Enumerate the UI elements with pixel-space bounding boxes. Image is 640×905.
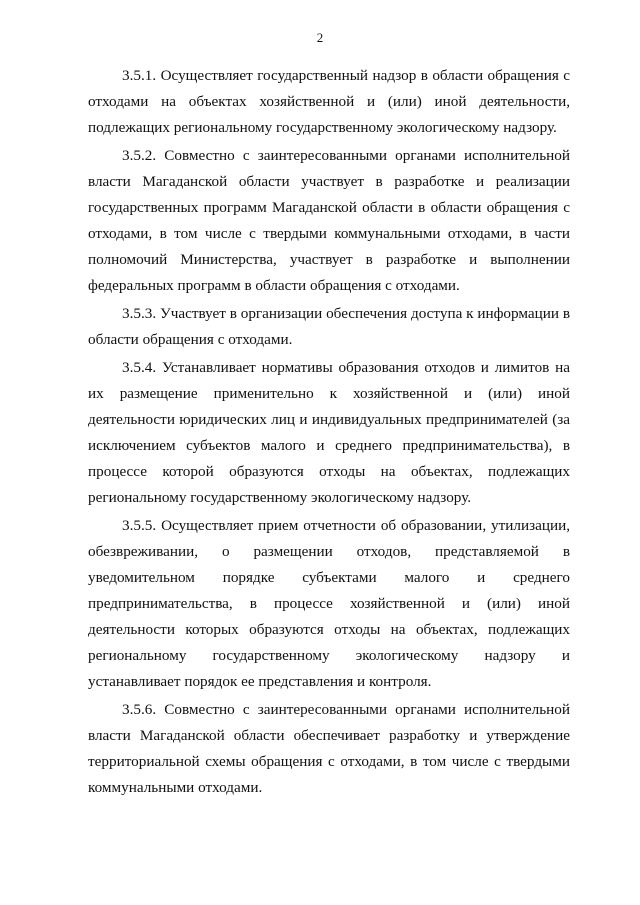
document-body: [88, 63, 570, 803]
paragraph-3-5-2: 3.5.2. Совместно с заинтересованными органами исполнительной власти Магаданской области участвует в разработке и реализации государственных программ Магаданской области в области обращения с отходами, в том числе с твердыми коммунальными отходами, в части полномочий Министерства, участвует в разработке и выполнении федеральных программ в области обращения с отходами.: [88, 147, 570, 294]
paragraph-3-5-1: 3.5.1. Осуществляет государственный надзор в области обращения с отходами на объектах хозяйственной и (или) иной деятельности, подлежащих региональному государственному экологическому надзору.: [88, 67, 570, 136]
paragraph-3-5-4: 3.5.4. Устанавливает нормативы образования отходов и лимитов на их размещение применительно к хозяйственной и (или) иной деятельности юридических лиц и индивидуальных предпринимателей (за исключением субъектов малого и среднего предпринимательства), в процессе которой образуются отходы на объектах, подлежащих региональному государственному экологическому надзору.: [88, 359, 570, 506]
paragraph-3-5-6: 3.5.6. Совместно с заинтересованными органами исполнительной власти Магаданской области обеспечивает разработку и утверждение территориальной схемы обращения с отходами, в том числе с твердыми коммунальными отходами.: [88, 701, 570, 796]
page-number: 2: [316, 30, 324, 45]
paragraph-3-5-3: 3.5.3. Участвует в организации обеспечения доступа к информации в области обращения с отходами.: [88, 305, 570, 348]
paragraph-3-5-5: 3.5.5. Осуществляет прием отчетности об образовании, утилизации, обезвреживании, о размещении отходов, представляемой в уведомительном порядке субъектами малого и среднего предпринимательства, в процессе хозяйственной и (или) иной деятельности которых образуются отходы на объектах, подлежащих региональному государственному экологическому надзору и устанавливает порядок ее представления и контроля.: [88, 517, 570, 690]
